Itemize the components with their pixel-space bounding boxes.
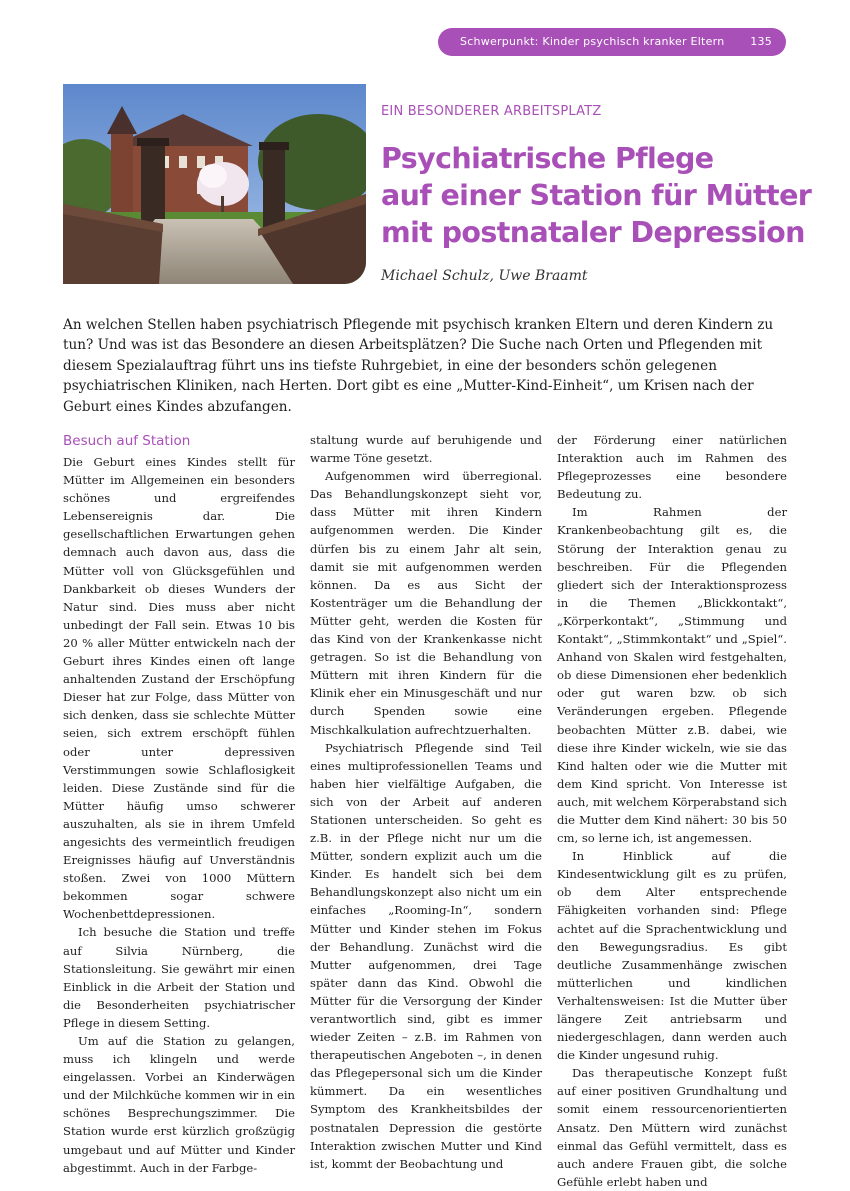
section-title: Schwerpunkt: Kinder psychisch kranker Eltern — [460, 35, 725, 48]
body-paragraph: staltung wurde auf beruhigende und warme Töne gesetzt. — [310, 433, 542, 466]
body-paragraph: Das therapeutische Konzept fußt auf einer positiven Grundhaltung und somit einem ressourcenorientierten Ansatz. Den Müttern wird zunächst einmal das Gefühl vermittelt, dass es auch andere Frauen gibt, die solche Gefühle erlebt haben und — [557, 1066, 787, 1189]
article-authors: Michael Schulz, Uwe Braamt — [381, 268, 588, 284]
title-line: Psychiatrische Pflege — [381, 142, 714, 175]
body-paragraph: In Hinblick auf die Kindesentwicklung gilt es zu prüfen, ob dem Alter entsprechende Fähigkeiten vorhanden sind: Pflege achtet auf die Sprachentwicklung und den Bewegungsradius. Es gibt deutliche Zusammenhänge zwischen mütterlichen und kindlichen Verhaltensweisen: Ist die Mutter über längere Zeit antriebsarm und niedergeschlagen, dann werden auch die Kinder ungesund ruhig. — [557, 849, 787, 1063]
section-subheading: Besuch auf Station — [63, 433, 191, 449]
body-paragraph: Aufgenommen wird überregional. Das Behandlungskonzept sieht vor, dass Mütter mit ihren Kindern aufgenommen werden. Die Kinder dürfen bis zu einem Jahr alt sein, damit sie mit aufgenommen werden können. Da es aus Sicht der Kostenträger um die Behandlung der Mütter geht, werden die Kosten für das Kind von der Krankenkasse nicht getragen. So ist die Behandlung von Müttern mit ihren Kindern für die Klinik eher ein Minusgeschäft und nur durch Spenden sowie eine Mischkalkulation aufrechtzuerhalten. — [310, 469, 542, 737]
lead-paragraph: An welchen Stellen haben psychiatrisch Pflegende mit psychisch kranken Eltern und deren Kindern zu tun? Und was ist das Besondere an diesen Arbeitsplätzen? Die Suche nach Orten und Pflegenden mit diesem Spezialauftrag führt uns ins tiefste Ruhrgebiet, in eine der besonders schön gelegenen psychiatrischen Kliniken, nach Herten. Dort gibt es eine „Mutter-Kind-Einheit“, um Krisen nach der Geburt eines Kindes abzufangen. — [63, 317, 774, 415]
text-column-1 — [63, 431, 295, 1177]
title-line: mit postnataler Depression — [381, 216, 805, 249]
body-paragraph: Die Geburt eines Kindes stellt für Mütter im Allgemeinen ein besonders schönes und ergreifendes Lebensereignis dar. Die gesellschaftlichen Erwartungen gehen demnach auch davon aus, dass die Mütter voll von Glücksgefühlen und Dankbarkeit ob dieses Wunders der Natur sind. Dies muss aber nicht unbedingt der Fall sein. Etwas 10 bis 20 % aller Mütter entwickeln nach der Geburt ihres Kindes einen oft lange anhaltenden Zustand der Erschöpfung Dieser hat zur Folge, dass Mütter von sich denken, dass sie schlechte Mütter seien, sich extrem erschöpft fühlen oder unter depressiven Verstimmungen sowie Schlaflosigkeit leiden. Diese Zustände sind für die Mütter häufig umso schwerer auszuhalten, als sie in ihrem Umfeld angesichts des vermeintlich freudigen Ereignisses häufig auf Unverständnis stoßen. Zwei von 1000 Müttern bekommen sogar schwere Wochenbettdepressionen. — [63, 455, 295, 922]
page-number: 135 — [750, 35, 772, 48]
body-paragraph: Psychiatrisch Pflegende sind Teil eines multiprofessionellen Teams und haben hier vielfältige Aufgaben, die sich von der Arbeit auf anderen Stationen unterscheiden. So geht es z.B. in der Pflege nicht nur um die Mütter, sondern explizit auch um die Kinder. Es handelt sich bei dem Behandlungskonzept also nicht um ein einfaches „Rooming-In“, sondern Mütter und Kinder stehen im Fokus der Behandlung. Zunächst wird die Mutter aufgenommen, drei Tage später dann das Kind. Obwohl die Mütter für die Versorgung der Kinder verantwortlich sind, gibt es immer wieder Zeiten – z.B. im Rahmen von therapeutischen Angeboten –, in denen das Pflegepersonal sich um die Kinder kümmert. Da ein wesentliches Symptom des Krankheitsbildes der postnatalen Depression die gestörte Interaktion zwischen Mutter und Kind ist, kommt der Beobachtung und — [310, 740, 542, 1171]
article-photo — [63, 84, 366, 284]
article-lead — [63, 315, 787, 417]
article-title — [381, 140, 812, 251]
article-kicker: EIN BESONDERER ARBEITSPLATZ — [381, 104, 602, 119]
body-paragraph: der Förderung einer natürlichen Interaktion auch im Rahmen des Pflegeprozesses eine besondere Bedeutung zu. — [557, 433, 787, 502]
body-paragraph: Ich besuche die Station und treffe auf Silvia Nürnberg, die Stationsleitung. Sie gewährt mir einen Einblick in die Arbeit der Station und die Besonderheiten psychiatrischer Pflege in diesem Setting. — [63, 925, 295, 1030]
text-column-2 — [310, 431, 542, 1173]
section-header-tab — [438, 28, 786, 56]
text-column-3 — [557, 431, 787, 1191]
title-line: auf einer Station für Mütter — [381, 179, 812, 212]
body-paragraph: Im Rahmen der Krankenbeobachtung gilt es, die Störung der Interaktion genau zu beschreiben. Für die Pflegenden gliedert sich der Interaktionsprozess in die Themen „Blickkontakt“, „Körperkontakt“, „Stimmung und Kontakt“, „Stimmkontakt“ und „Spiel“. Anhand von Skalen wird festgehalten, ob diese Dimensionen eher bedenklich oder gut waren bzw. ob sich Veränderungen ergeben. Pflegende beobachten Mütter z.B. dabei, wie diese ihre Kinder wickeln, wie sie das Kind halten oder wie die Mutter mit dem Kind spricht. Von Interesse ist auch, mit welchem Körperabstand sich die Mutter dem Kind nähert: 30 bis 50 cm, so lerne ich, ist angemessen. — [557, 505, 787, 846]
body-paragraph: Um auf die Station zu gelangen, muss ich klingeln und werde eingelassen. Vorbei an Kinderwägen und der Milchküche kommen wir in ein schönes Besprechungszimmer. Die Station wurde erst kürzlich großzügig umgebaut und auf Mütter und Kinder abgestimmt. Auch in der Farbge- — [63, 1034, 295, 1175]
